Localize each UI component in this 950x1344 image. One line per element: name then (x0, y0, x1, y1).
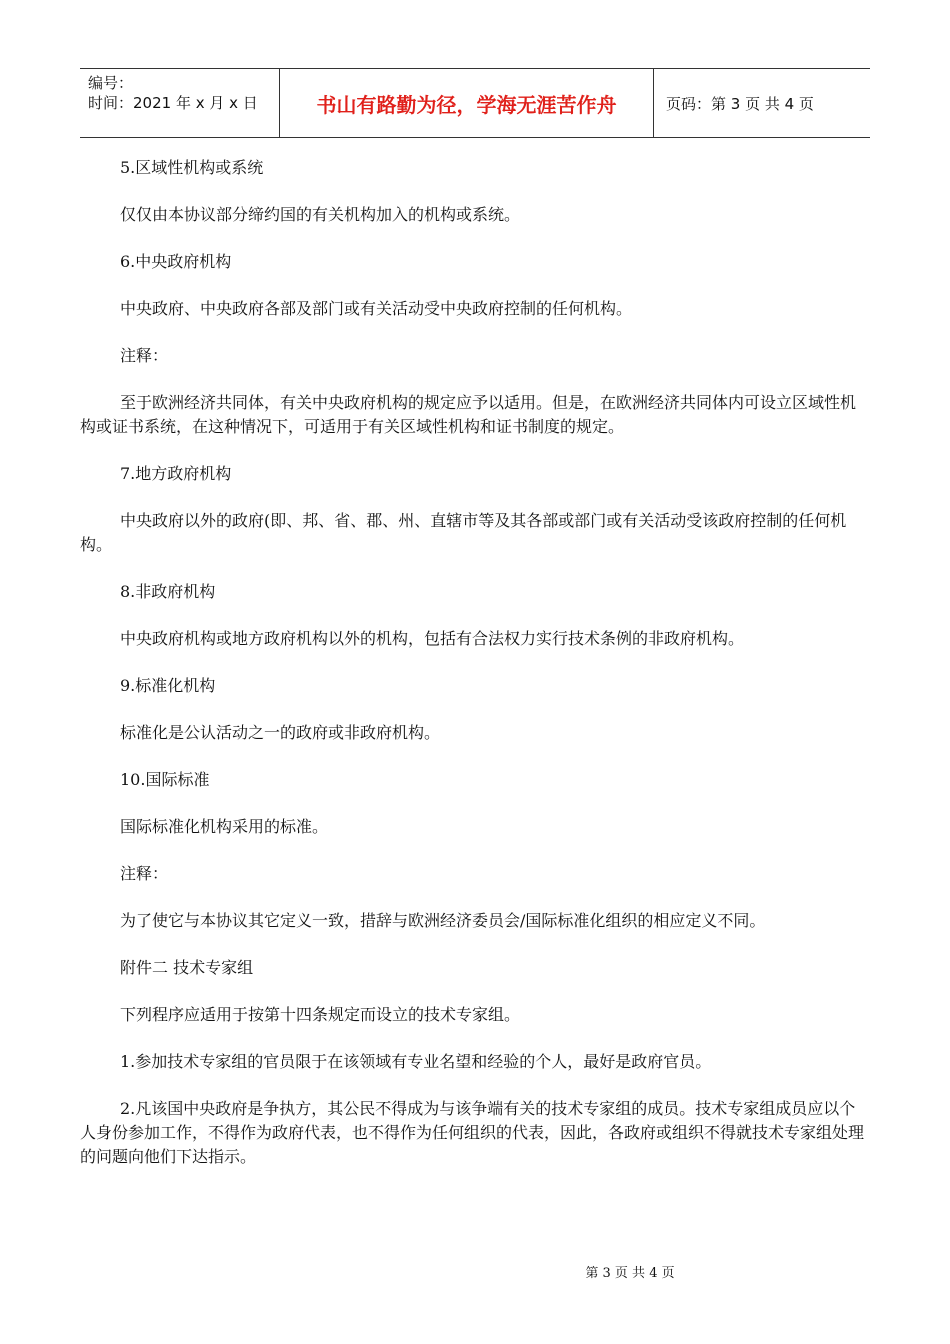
paragraph: 7.地方政府机构 (120, 464, 232, 483)
paragraph: 为了使它与本协议其它定义一致，措辞与欧洲经济委员会/国际标准化组织的相应定义不同。 (120, 911, 766, 930)
header-meta (80, 69, 280, 137)
paragraph: 至于欧洲经济共同体，有关中央政府机构的规定应予以适用。但是，在欧洲经济共同体内可设立区域性机构或证书系统，在这种情况下，可适用于有关区域性机构和证书制度的规定。 (80, 393, 857, 436)
paragraph: 中央政府机构或地方政府机构以外的机构，包括有合法权力实行技术条例的非政府机构。 (120, 629, 745, 648)
time-label: 时间：2021 年 x 月 x 日 (88, 94, 258, 112)
paragraph: 中央政府、中央政府各部及部门或有关活动受中央政府控制的任何机构。 (120, 299, 633, 318)
paragraph: 仅仅由本协议部分缔约国的有关机构加入的机构或系统。 (120, 205, 521, 224)
paragraph: 10.国际标准 (120, 770, 210, 789)
number-label: 编号： (88, 74, 134, 92)
page-header (80, 68, 870, 138)
header-page-number: 页码：第 3 页 共 4 页 (666, 94, 814, 113)
header-motto: 书山有路勤为径，学海无涯苦作舟 (280, 69, 654, 137)
document-body (80, 156, 865, 1192)
paragraph: 注释： (120, 864, 169, 883)
paragraph: 注释： (120, 346, 169, 365)
paragraph: 中央政府以外的政府(即、邦、省、郡、州、直辖市等及其各部或部门或有关活动受该政府控制的任何机构。 (80, 511, 847, 554)
paragraph: 8.非政府机构 (120, 582, 216, 601)
paragraph: 标准化是公认活动之一的政府或非政府机构。 (120, 723, 441, 742)
paragraph: 6.中央政府机构 (120, 252, 232, 271)
paragraph: 1.参加技术专家组的官员限于在该领域有专业名望和经验的个人，最好是政府官员。 (120, 1052, 712, 1071)
paragraph: 下列程序应适用于按第十四条规定而设立的技术专家组。 (120, 1005, 521, 1024)
paragraph: 2.凡该国中央政府是争执方，其公民不得成为与该争端有关的技术专家组的成员。技术专家组成员应以个人身份参加工作，不得作为政府代表，也不得作为任何组织的代表，因此，各政府或组织不得就技术专家组处理的问题向他们下达指示。 (80, 1099, 865, 1166)
paragraph: 附件二 技术专家组 (120, 958, 254, 977)
paragraph: 9.标准化机构 (120, 676, 216, 695)
paragraph: 国际标准化机构采用的标准。 (120, 817, 329, 836)
page-footer: 第 3 页 共 4 页 (585, 1266, 675, 1281)
paragraph: 5.区域性机构或系统 (120, 158, 264, 177)
